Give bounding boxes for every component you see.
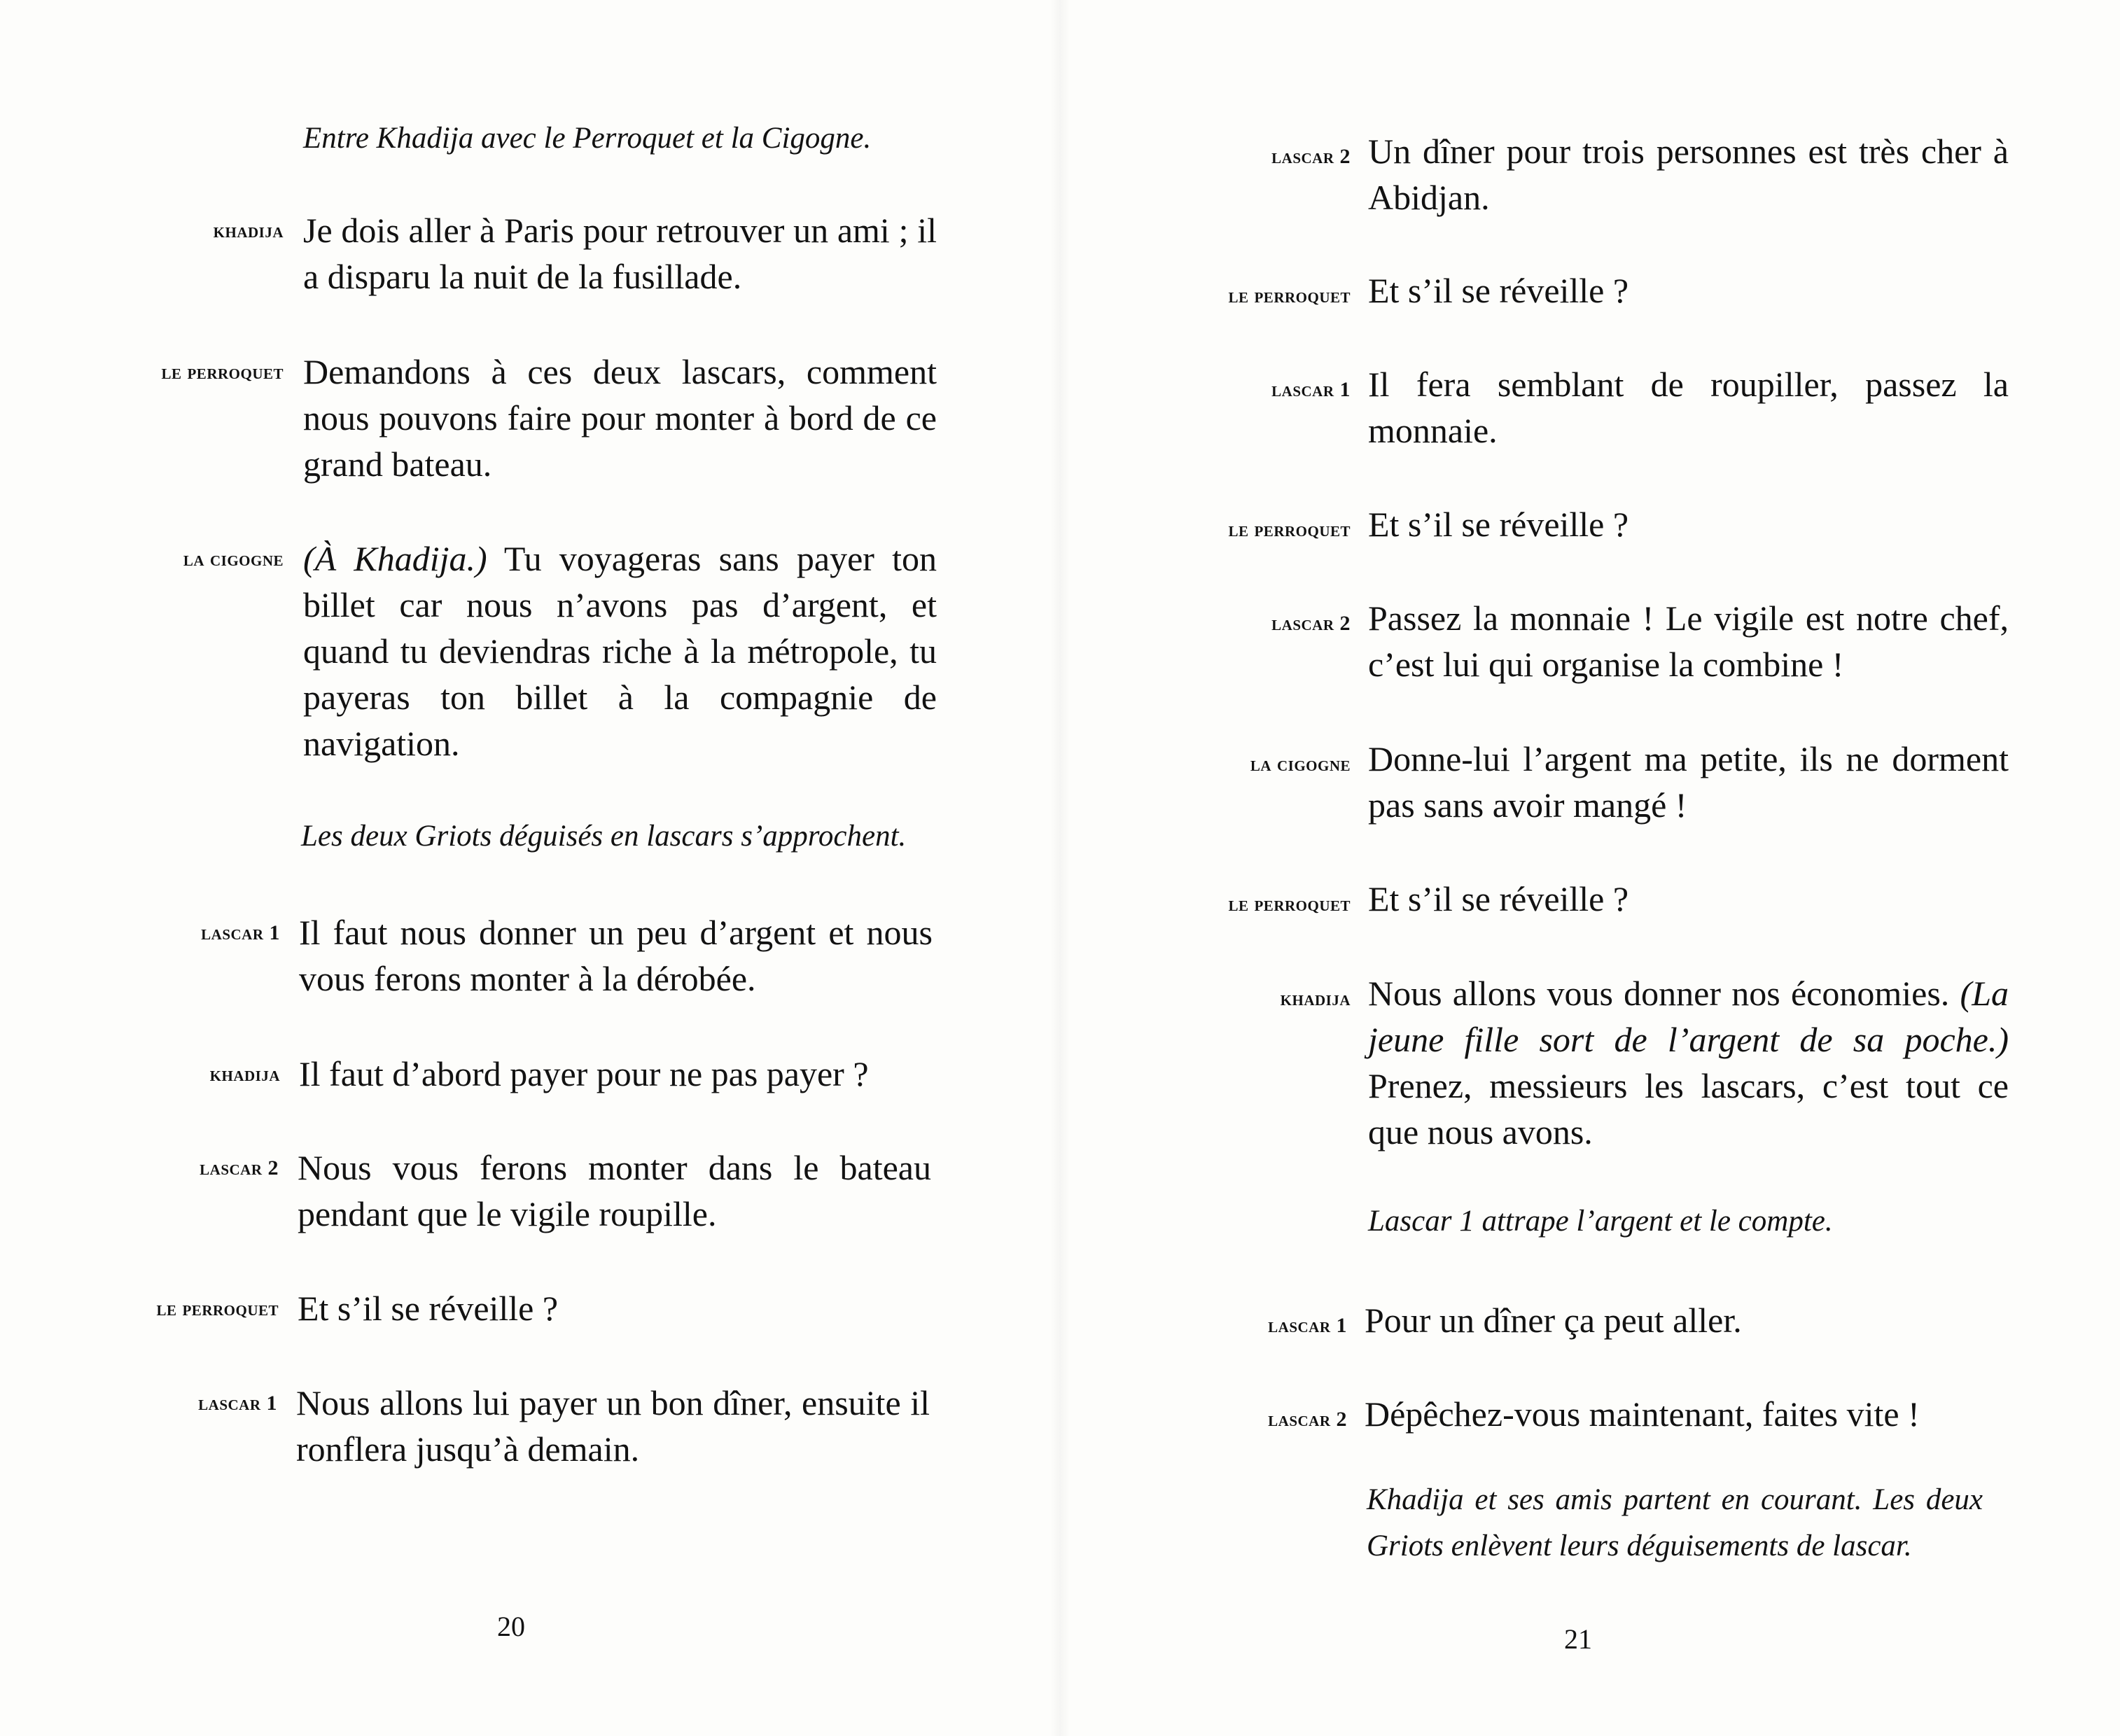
dialogue-line: Un dîner pour trois personnes est très cher à Abidjan.	[1368, 132, 2009, 217]
page-number: 20	[497, 1611, 525, 1642]
stage-direction-opening: Entre Khadija avec le Perroquet et la Cigogne.	[303, 122, 872, 155]
speaker-label: le perroquet	[161, 360, 284, 384]
inline-stage-direction: (La jeune fille sort de l’argent de sa poche.)	[1368, 974, 2009, 1059]
dialogue-line: Il fera semblant de roupiller, passez la monnaie.	[1368, 365, 2009, 450]
dialogue-line: Nous allons lui payer un bon dîner, ensuite il ronflera jusqu’à demain.	[296, 1383, 930, 1469]
speaker-label: le perroquet	[1228, 284, 1351, 307]
dialogue-line: Je dois aller à Paris pour retrouver un ami ; il a disparu la nuit de la fusillade.	[303, 211, 937, 296]
dialogue-line	[1368, 970, 2009, 1155]
speaker-label: lascar 2	[1268, 1408, 1347, 1431]
dialogue-text: Tu voyageras sans payer ton billet car nous n’avons pas d’argent, et quand tu deviendras riche à la métropole, tu payeras ton billet à la compagnie de navigation.	[303, 539, 937, 763]
dialogue-line: Passez la monnaie ! Le vigile est notre chef, c’est lui qui organise la combine !	[1368, 598, 2009, 684]
dialogue-line: Demandons à ces deux lascars, comment nous pouvons faire pour monter à bord de ce grand bateau.	[303, 352, 937, 484]
page-number: 21	[1564, 1623, 1592, 1655]
dialogue-line: Et s’il se réveille ?	[1368, 505, 1629, 544]
speaker-label: le perroquet	[156, 1297, 279, 1320]
speaker-label: lascar 1	[201, 921, 280, 944]
dialogue-line: Il faut nous donner un peu d’argent et nous vous ferons monter à la dérobée.	[299, 913, 933, 998]
dialogue-line: Il faut d’abord payer pour ne pas payer ?	[299, 1054, 869, 1093]
speaker-label: khadija	[1280, 987, 1351, 1010]
dialogue-line: Pour un dîner ça peut aller.	[1365, 1301, 1742, 1340]
dialogue-text: Prenez, messieurs les lascars, c’est tout ce que nous avons.	[1368, 1066, 2009, 1152]
speaker-label: la cigogne	[1250, 752, 1351, 776]
speaker-label: khadija	[213, 219, 284, 242]
speaker-label: la cigogne	[183, 547, 284, 570]
speaker-label: lascar 1	[1271, 378, 1351, 401]
dialogue-line	[303, 536, 937, 766]
dialogue-line: Dépêchez-vous maintenant, faites vite !	[1365, 1394, 1920, 1434]
speaker-label: le perroquet	[1228, 518, 1351, 541]
speaker-label: khadija	[209, 1063, 280, 1086]
speaker-label: lascar 2	[1271, 612, 1351, 635]
stage-direction-closing: Khadija et ses amis partent en courant. Les deux Griots enlèvent leurs déguisements de lascar.	[1367, 1483, 1983, 1562]
speaker-label: le perroquet	[1228, 892, 1351, 916]
dialogue-line: Et s’il se réveille ?	[1368, 879, 1629, 918]
dialogue-line: Et s’il se réveille ?	[298, 1289, 559, 1328]
stage-direction-middle: Lascar 1 attrape l’argent et le compte.	[1368, 1205, 1833, 1238]
speaker-label: lascar 2	[200, 1156, 279, 1180]
speaker-label: lascar 1	[1268, 1314, 1347, 1337]
dialogue-line: Donne-lui l’argent ma petite, ils ne dorment pas sans avoir mangé !	[1368, 739, 2009, 825]
dialogue-line: Nous vous ferons monter dans le bateau pendant que le vigile roupille.	[298, 1148, 931, 1233]
speaker-label: lascar 2	[1271, 145, 1351, 168]
right-page	[1060, 0, 2120, 1736]
stage-direction-middle: Les deux Griots déguisés en lascars s’approchent.	[301, 820, 907, 853]
dialogue-text: Nous allons vous donner nos économies.	[1368, 974, 1950, 1013]
speaker-label: lascar 1	[198, 1392, 277, 1415]
dialogue-line: Et s’il se réveille ?	[1368, 271, 1629, 310]
inline-stage-direction: (À Khadija.)	[303, 539, 487, 578]
